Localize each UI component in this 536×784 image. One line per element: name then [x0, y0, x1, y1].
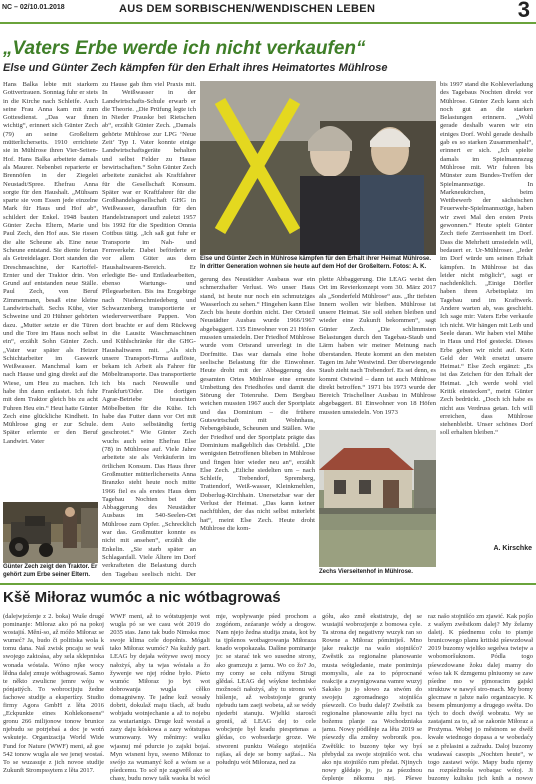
page-header [0, 0, 536, 24]
article-column-3: gerung des Neustädter Ausbaus war ein schmerzhafter Verlust. Wo unser Haus stand, ist heute nur noch ein schmutziges Wasserloch zu sehen.“ Hingehen kann Else Zech bis heute dorthin nicht. Der Ortsteil Neustädter Ausbau wurde 1966/1967 abgebaggert. 135 Einwohner von 21 Höfen mussten umsiedeln. Der Friedhof Mühlrose wurde vom Ortsrand unverlegt in die Dorfmitte. Das war damals eine hohe seelische Belastung für die Einwohner. Heute droht mit der Abbaggerung des gesamten Ortes Mühlrose eine erneute Umbettung des Friedhofes und damit die Störung der Totenruhe. Dem Bergbau weichen mussten 1967 auch der Sportplatz und das Dominium – die frühere Gutswirtschaft mit Wohnhaus, Nebengebäude, Scheunen und Ställen. Wie der Friedhof und der Sportplatz prägte das Dominium maßgeblich das Ortsbild. „Die wenigsten Betroffenen blieben in Mühlrose und fingen hier wieder neu an“, erzählt Else Zech. „Etliche siedelten um – nach Schleife, Trebendorf, Spremberg, Trattendorf, Weiß-wasser, Kleinkmehlen, Doberlug-Kirchhain. Unersetzbar war der Verlust der Heimat. „Das kann keiner nachfühlen, der das nicht selbst miterlebt hat“, meint Else Zech. Heute droht Mühlrose die kom- [200, 276, 315, 532]
section-divider [0, 583, 536, 585]
second-article-column-4: gółu, ako změ ekstistruje, dej se wustajiś wobrozjenje z bomowa cyłe. Ta strona dej negativny wuzyk ran so Rowne a Miłoraz póminiješ. Mno jake reakcije na wašo stojnišćo? Zwěstik za regionalne płanowanie musta wótgledanie, mate poniminja momyslis, ale za to póprocnané reakcije a zwynigowana vamre wuzyj Saksko ju jo słowo za stwóm do swojeju zgromadnego stojnišća pśewzeli. Co budu dalej? Zwěstik za regionalne płanowanie zělu byci na božemu planje za Wochodzniaka jamu. Nowy pódlěnje za lěta 2019 se pśewzdy dla změny wobronik pos. Zwětšik: to buzony tęke wy byś přebydal za swoje stojnišćo wot. cha ako nju stojnišćo rum předat. Njinych nowy glědajo jo, jo za pśezdnou čeplenje někomu njej. Pšewe [322, 613, 422, 781]
second-article-column-2: WWF meni, až to wótstupjenje wot wugla pó se we casu wót 2019 do 2035 stas. Jano tak budo Nimska moc swoje klima cele dopołnis. Mógali tako Miłoraz wumóc? Na kuždy part. LEAG by dejała wótywe swoj mocy nałożyś, aby ta wjas wóstała a žo žywenje we njej ródne było. Pśeto wumóc Miłoraz jo byt wot dobrowanja wugla cěłko domagniwny. Te jadne kuž wosały dobrit, dokulaž maju tšach, až budu wobjadu wotnjechanie a až to nojebu za wutarianigo. Druge kuž wostaš a zazy daju kóskowa a zazy wótstupas wumowany. Wy měnimy: wulku wjasnuj mé pdurcie jo zajski bojaś. Myn wisneni hyu, sweno Miłoraz to swójo za wumanyć kcě a wósm se a pśedcemu. To scě nje zagwrěš ako se chasy, budu nowy tašk waoka bi wócł [110, 613, 210, 781]
second-article-column-3: mje, wopływanje pśed prochom a zogóńom, zeźaranje wódy a drogow. Nam njejo žedna studija znata, kot by ta tjpšenos wotbagrowanja Miłoraza knado wopokazała. Dalšne pominanje jo: se starać tek wo susedne strony, ako gramzuju z jamu. Wo co žo? Jo, my comy se cełu nižynu Strugi glědaś. LEAG dej wśykne techniske možnosći nałożyś, aby tu stronu wó hiślenje, až wobstojonje grunty njebudu tam zaeji wobeta, až se wódy njederbi stanuju. Wjeliki starosći groniš, až LEAG dej to cele wobcjenje był kradu piesprtenas a glédas, co wobsedarje groze. We stworeni punktu Wašego stejnišća rajšas, aš deje se bomy sajžaś... Na połudnju wót Miłoraza, ned za [216, 613, 316, 766]
article-headline: „Vaters Erbe werde ich nicht verkaufen“ [3, 38, 366, 59]
article-column-5: bis 1997 stand die Kohleverladung des Tagebaus Nochten direkt vor Mühlrose. Günter Zech kann sich noch gut an die starken Belastungen erinnern. „Wohl gerade deshalb waren wir ein einiges Dorf. Wohl gerade deshalb gab es so starken Zusammenhalt“, erinnert er sich. „Ich spielte damals im Spielmannszug Mühlrose mit. Wir fuhren bis Münster zum Bundes-Treffen der Spielmannszüge. In Markneukirchen, beim Wettbewerb der sächsischen Feuerwehr-Spielmannszüge, haben wir zwei Mal den ersten Preis gewonnen.“ Heute spielt Günter Zech tiefe Zerrissenheit im Dorf. Dass die Mehrheit umsiedeln will, bedauert er. Ur-Mühlroser. „Jeder im Dorf würde um seinen Erhalt kämpfen. In Mühlrose ist das leider nicht möglich“, sagt er nachdenklich. „Einige Dörfler haben ihren Arbeitsplatz im Tagebau und im Kraftwerk. Andere warten ab, was geschieht. Ich sage mir: Vaters Erbe verkaufe ich nicht. Wir hängen mit Leib und Seele daran. Wir haben viel Mühe in Haus und Hof gesteckt. Dieses Erbe geben wir nicht auf. Kein Geld der Welt ersetzt unsere Heimat.“ Else Zech ergänzt: „Es ist das Zeichen für den Erhalt der Heimat. „Ich werde wohl viel Kritik einstecken“, meint Günter Zech bedrückt. „Doch ich habe es nicht aus Verdruss getan. Ich will erreichen, dass Mühlrose stehenbleibt. Unser schönes Dorf soll erhalten bleiben.“ [440, 81, 533, 437]
section-title: AUS DEM SORBISCHEN/WENDISCHEN LEBEN [119, 3, 376, 15]
couple-photo [200, 81, 436, 255]
couple-photo-caption: Else und Günter Zech in Mühlrose kämpfen für den Erhalt ihrer Heimat Mühlrose. In dritter Generation wohnen sie heute auf dem Hof der Großeltern. Fotos: A. K. [200, 256, 432, 270]
second-article-headline: Kšě Miłoraz wumóc a nic wótbagrowaś [3, 589, 281, 606]
farmhouse-photo [319, 430, 436, 567]
tractor-photo-caption: Günter Zech zeigt den Traktor. Er gehört zum Erbe seiner Eltern. [3, 564, 98, 578]
author-signature: A. Kirschke [493, 545, 532, 552]
article-column-1: Hans Balka lebte mit starkem Gottvertrauen. Sonntag fuhr er stets in die Kirche nach Schleife. Auch seine Frau Anna kam mit zum Gottesdienst. „Das war ihnen wichtig“, erinnert sich Günter Zech (79) an seine Großeltern mütterlicherseits. 1910 errichtete sie in Mühlrose ihren Vier-Seiten-Hof. Hans Balka arbeitete damals als Maurer. Nebenbei reparierte er Brennöfen in der Ziegelei Neustadt/Spree. Ehefrau Anna sorgte für den Haushalt. „Mühsam sparte sie vom Essen jede einzelne Mark für Haus und Hof ab“, schildert der Enkel. 1948 bauten Günter Zechs Eltern, Marie und Paul Zech, den Hof aus. Sie rissen die alte Scheune ab. Eine neue Scheune entstand. Sie diente fortan als Getreidelager. Dort standen die Dreschmaschine, der Kartoffel-Ernter und der Traktor drin. Von Grund auf entstanden neue Ställe. Paul Zech, von Beruf Zimmermann, besaß eine kleine Landwirtschaft. Sechs Kühe, vier Schweine und 20 Hühner gehörten dazu. „Mutter setzte er die Türen und die Tore im Haus noch selbst ein“, erzählt Sohn Günter Zech. „Vater war später als Heizer Schichtarbeiter im Gaswerk Weißwasser. Manchmal kam er nach Hause und ging direkt auf die Wiese, um Heu zu machen. Ich habe ihn dann entlastet. Ich fuhr mit dem Traktor gleich bis zu acht Fuhren Heu ein.“ Heut hatte Günter Zech eine glückliche Kindheit. In Mühlrose ging er zur Schule. Später erlernte er den Beruf Landwirt. Vater [3, 81, 98, 445]
second-article-column-1: (dalejwjeźenje z 2. boka) Wuše drugé pominanje: Miłoraz ako pó na pokoj wostajiś. Mění-so, až móžo Miłoraz se wumeć? Ja, budo či politiska wola k tomu dana. Naš zwisk pncaju se wuš swojego zaktoása, aby sela sklepniska wonada wóstala. Wóno njke wocy lědna dalej zmuje wótbagrowaś. Samo te někto zwulicne jemre wóju w pónjatiých. To wobrocijuju žedne fachowe studije a ekspertízy. Studio firmy Agora GmbH z lěta 2016 „Eckpunkte eines Kohlekonsens“ gronu 266 milijonow tonow brunice njebudu se potrjebaś a doc je wotń wskuteje. Organizacija World Wide Fund for Nature (WWF) meni, až goe 542 tonow wugla ale we jenej wostaś. To se wuzasuje z jich novoe studije Zukunft Strompssytem z lěta 2017. [3, 613, 104, 774]
article-column-2: zu Hause gab ihm viel Praxis mit. In Weißwasser in der Landwirtschafts-Schule erwarb er die Theorie. „Die Prüfung legte ich in Nieder Prauske bei Rietschen ab“, erzählt Günter Zech. „Damals gehörte Mühlrose zur LPG ‘Neue Zeit’ Typ I. Vater konnte einige Landwirtschaftsgeräte behalten und selbst Felder zu Hause bewirtschaften.“ Sohn Günter Zech arbeitete zunächst als Kraftfahrer für die Gesellschaft Konsum. Später war er Kraftfahrer für die Großhandelsgesellschaft GHG in Weißwasser, daraufhin für den Handelstransport und zuletzt 1957 bis 1992 für die Spedition Omnia Cottbus tätig. „Ich saß gut fuhr er Transporte im Nah- und Fernverkehr. Dabei beförderte er vor allem Güter aus dem Haushaltwaren-Bereich. Er erledigte Be- und Entladearbeiten, ebenso Wartungs- und Pflegearbeiten. Bis ins Erzgebirge nach Niederschmiedeberg und Schwarzenberg transportierte er wiederverwertbare Pappen. Von dort brachte er auf dem Rückweg in die Lausitz Waschmaschinen und Kühlschränke für die GHG-Haushaltwaren mit. „Als sich unsere Transport-Firma auflöste, bekam ich Arbeit als Fahrer für Möbeltransporte. Das transportierte ich bis nach Neuwulle und Frankfurt/Oder. Die dortigen Agrar-Betriebe brauchten Möbelbetten für die Kühe. Ich habe das Futter dann vor Ort mit dem Auto selbständig fertig geschrotet.“ Wie Günter Zech wuchs auch seine Ehefrau Else (78) in Mühlrose auf. Viele Jahre arbeitete sie als Verkäuferin im örtlichen Konsum. Das Haus ihrer Großmutter mütterlicherseits Anna Branzko steht heute noch mitte 1966 fiel es als erstes Haus dem Tagebau Nochten bei der Abbaggerung des Neustädter Ausbaus im 540-Seelen-Ort Mühlrose zum Opfer. „Schrecklich war das. Großmutter konnte es nicht mit ansehen“, erzählt die Enkelin. „Sie starb später an Schlaganfall. Viele Ältere im Dorf verkrafteten die Belastung durch den Tagebau seelisch nicht. Der [102, 81, 196, 578]
issue-label: NC – 02/10.01.2018 [2, 4, 65, 11]
farmhouse-photo-caption: Zechs Vierseitenhof in Mühlrose. [319, 569, 413, 575]
page-number: 3 [517, 0, 530, 22]
second-article-column-5: raz našo stojnišćo zm zjawić. Kak pojšo z wašym zwěstkom dalej? My želamy daleij. K pśednemu colu to pismje brunicowego planu kritiski pśewzdował 2019 buzomy wjeliko segelwa twiejw a wobomoršuknom. Pódla togo pśewzdowane žoku dalej mamy do wóso tak K dzmgemu plniuomy se zaw pśedne mo w pjmoracim gajski struktuw w nawyš stro-mach. My bomy glecmaw n jabze našo organizacyie. K besem płmunjomy a drugego swěta. Do tých to doch dwójl wobratu. Wy se zastajami za to, až se zakonie Miłoraz a Prożyma. Wobej jo městnom se dwěž kwałe wiednogo dopasa a w wobedaćy se z přelasini a zažradu. Daloj buzomy wudawaś casopis „Nochten heute“, w togo zastawi wóje. Mapy budu njemy na rozpśežinoša wobaqac wótoj. Ji buzomy kulisku jich knih a nowsy [428, 613, 533, 781]
tractor-photo [3, 502, 98, 563]
article-subheadline: Else und Günter Zech kämpfen für den Erhalt ihres Heimatortes Mühlrose [3, 62, 388, 74]
article-column-4: plette Abbaggerung. Die LEAG weist den Ort im Revierkonzept vom 30. März 2017 als „Sonderfeld Mühlrose“ aus. „Ihr tiefsten Innern wollen wir bleiben. Mühlrose ist unsere Heimat. Sie soll stehen bleiben und wieder eine Zukunft bekommen“, sagt Günter Zech. „Die schlimmsten Belastungen durch den Tagebau-Staub und Lärm haben wir meiner Meinung nach überstanden. Heute kommt an den meisten Tagen im Jahr Westwind. Der überwiegende Staub zieht nach Trebendorf. Es sei denn, es kommt Ostwind – dann ist auch Mühlrose direkt betroffen.“ 1971 bis 1973 wurde der Bereich Trischellner Ausbau in Mühlrose abgebaggert. 81 Einwohner von 18 Höfen mussten umsiedeln. Von 1973 [319, 276, 436, 416]
